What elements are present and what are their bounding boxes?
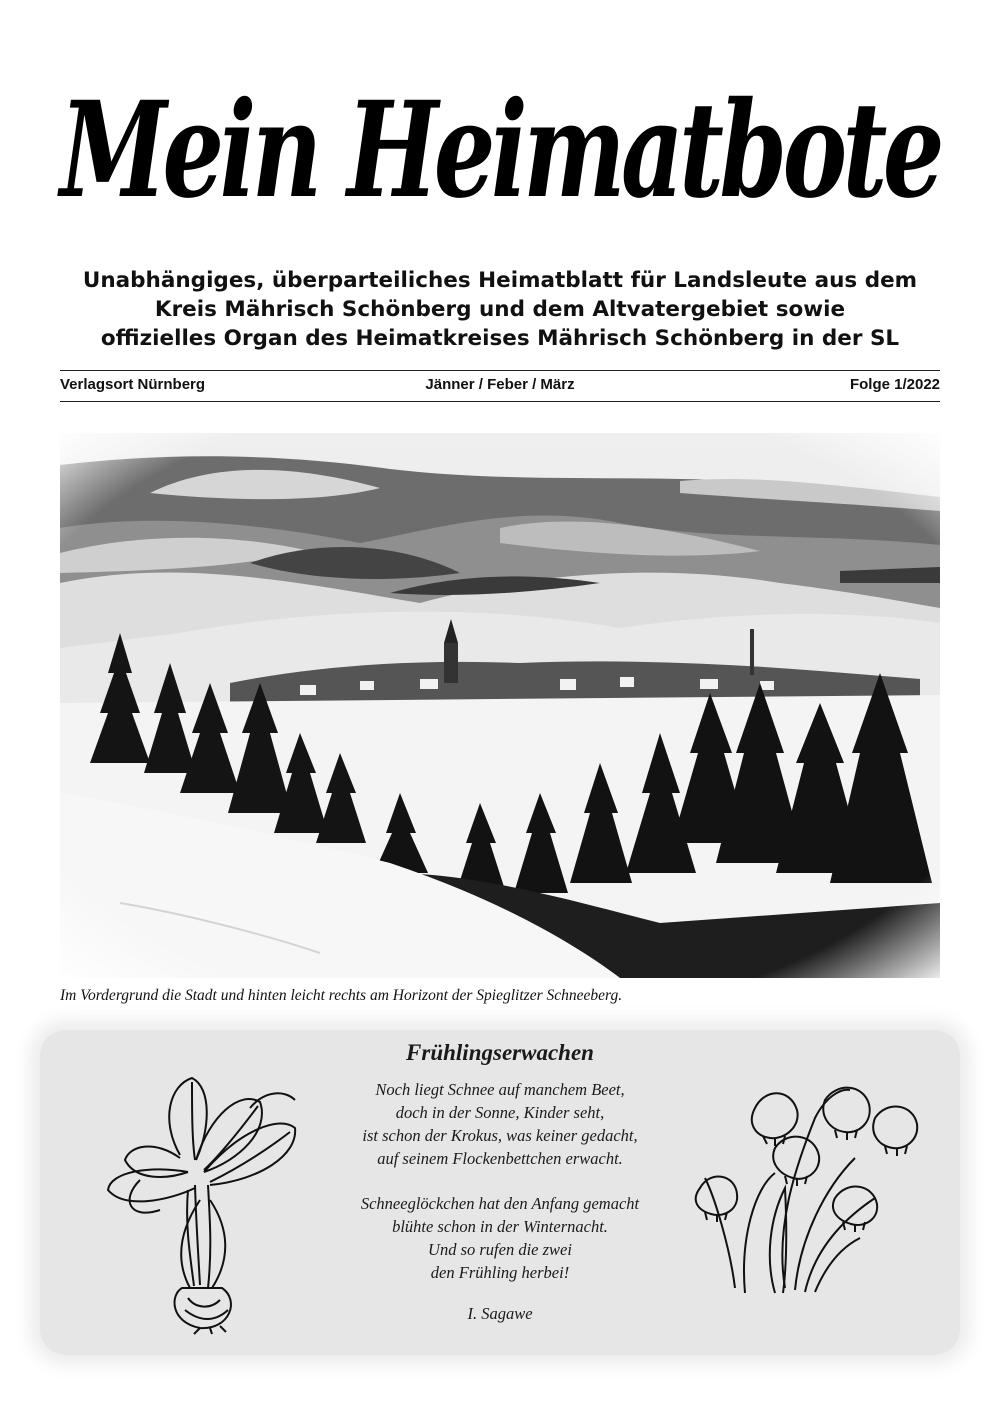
publishing-place: Verlagsort Nürnberg [60,376,206,393]
poem-line: Noch liegt Schnee auf manchem Beet, [375,1080,625,1099]
masthead-subtitle [40,266,960,353]
subtitle-line: Kreis Mährisch Schönberg und dem Altvatergebiet sowie [154,297,846,322]
poem [300,1040,700,1324]
masthead-logo [55,28,945,260]
crocus-illustration [100,1060,305,1335]
issue-number: Folge 1/2022 [849,376,940,393]
issue-info-bar [60,370,940,402]
poem-author: I. Sagawe [467,1304,533,1323]
poem-line: Und so rufen die zwei [428,1240,572,1259]
masthead-title: Mein Heimatbote [57,73,941,228]
poem-line: doch in der Sonne, Kinder seht, [395,1103,605,1122]
poem-line: auf seinem Flockenbettchen erwacht. [377,1149,623,1168]
subtitle-line: Unabhängiges, überparteiliches Heimatblatt für Landsleute aus dem [82,268,918,293]
photo-caption: Im Vordergrund die Stadt und hinten leicht rechts am Horizont der Spieglitzer Schneeberg. [60,987,623,1004]
poem-line: blühte schon in der Winternacht. [392,1217,608,1236]
poem-line: ist schon der Krokus, was keiner gedacht, [362,1126,638,1145]
poem-title: Frühlingserwachen [406,1040,594,1065]
snowdrop-illustration [675,1078,925,1300]
poem-line: den Frühling herbei! [430,1263,570,1282]
winter-landscape-photo [60,433,940,978]
poem-line: Schneeglöckchen hat den Anfang gemacht [360,1194,640,1213]
issue-months: Jänner / Feber / März [425,376,575,393]
subtitle-line: offizielles Organ des Heimatkreises Mährisch Schönberg in der SL [100,326,900,351]
